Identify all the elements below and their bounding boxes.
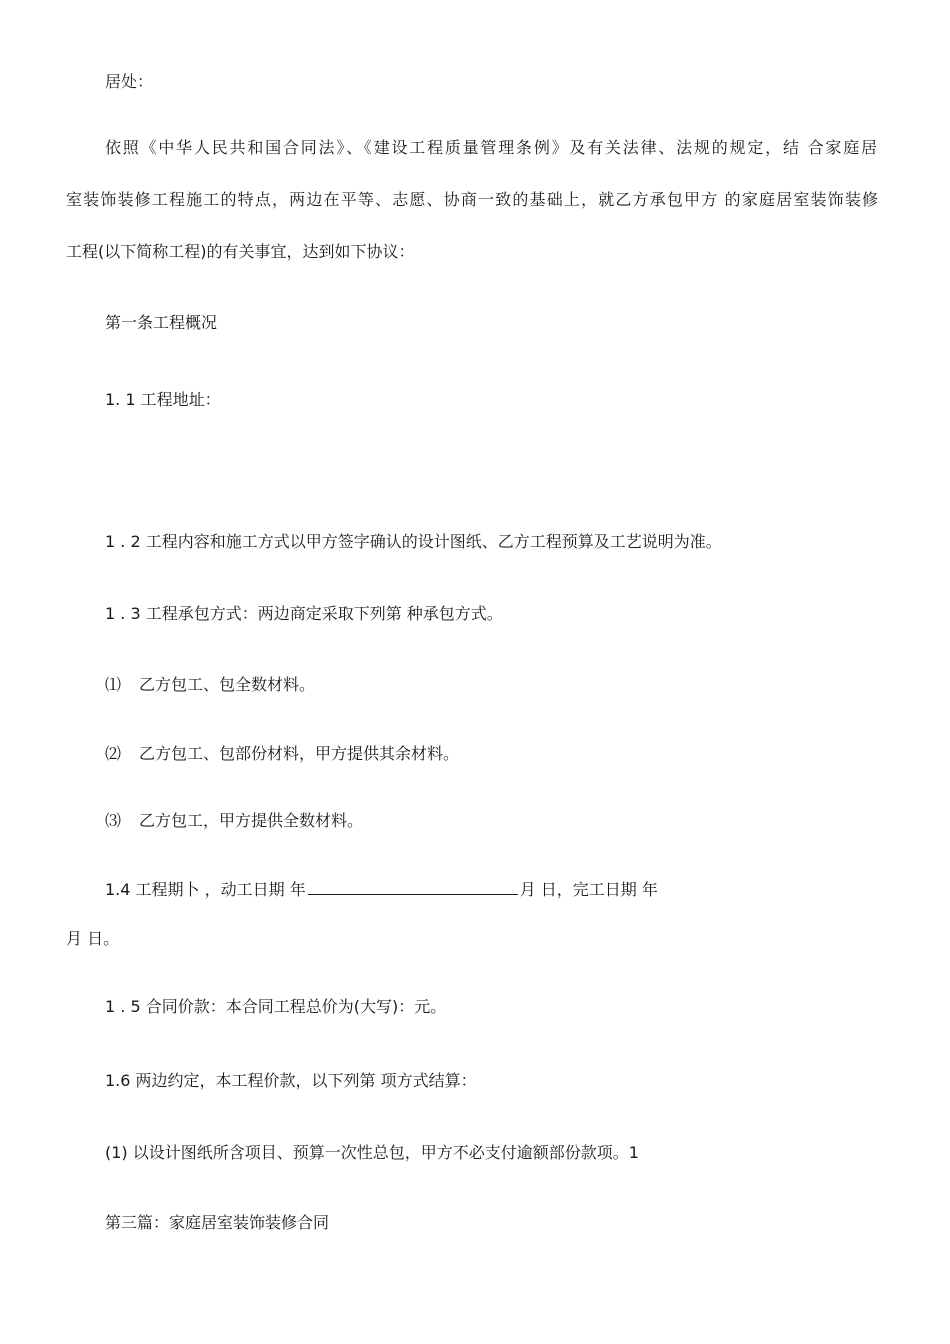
article-1-title: 第一条工程概况 [105,313,218,332]
intro-line-2: 室装饰装修工程施工的特点，两边在平等、志愿、协商一致的基础上，就乙方承包甲方 的家庭居室装饰装修 [66,190,878,209]
next-section-title: 第三篇：家庭居室装饰装修合同 [105,1213,330,1232]
item-1-6-option-1: (1) 以设计图纸所含项目、预算一次性总包，甲方不必支付逾额部份款项。1 [105,1143,639,1162]
option-1 [105,675,315,695]
date-blank-line [308,880,518,895]
item-1-4-period [105,880,658,900]
option-number: ⑵ [105,744,122,763]
item-1-1-address: 1. 1 工程地址： [105,390,221,409]
item-1-3-method: 1 . 3 工程承包方式：两边商定采取下列第 种承包方式。 [105,604,503,623]
residence-label: 居处： [105,72,154,91]
period-end-text: 月 日，完工日期 年 [519,880,658,899]
option-text: 乙方包工、包部份材料，甲方提供其余材料。 [139,744,460,763]
item-1-5-price: 1 . 5 合同价款：本合同工程总价为(大写)：元。 [105,997,447,1016]
option-number: ⑴ [105,675,122,694]
option-text: 乙方包工，甲方提供全数材料。 [139,811,364,830]
intro-line-1: 依照《中华人民共和国合同法》、《建设工程质量管理条例》及有关法律、法规的规定，结 合家庭居 [105,138,877,157]
item-1-6-settlement: 1.6 两边约定，本工程价款，以下列第 项方式结算： [105,1071,477,1090]
period-start-text: 1.4 工程期卜 ，动工日期 年 [105,880,306,899]
option-text: 乙方包工、包全数材料。 [139,675,316,694]
option-2 [105,744,459,764]
intro-line-3: 工程(以下简称工程)的有关事宜，达到如下协议： [66,242,415,261]
option-number: ⑶ [105,811,122,830]
item-1-2-content: 1 . 2 工程内容和施工方式以甲方签字确认的设计图纸、乙方工程预算及工艺说明为准。 [105,532,722,551]
item-1-4-line-2: 月 日。 [66,929,120,948]
option-3 [105,811,363,831]
